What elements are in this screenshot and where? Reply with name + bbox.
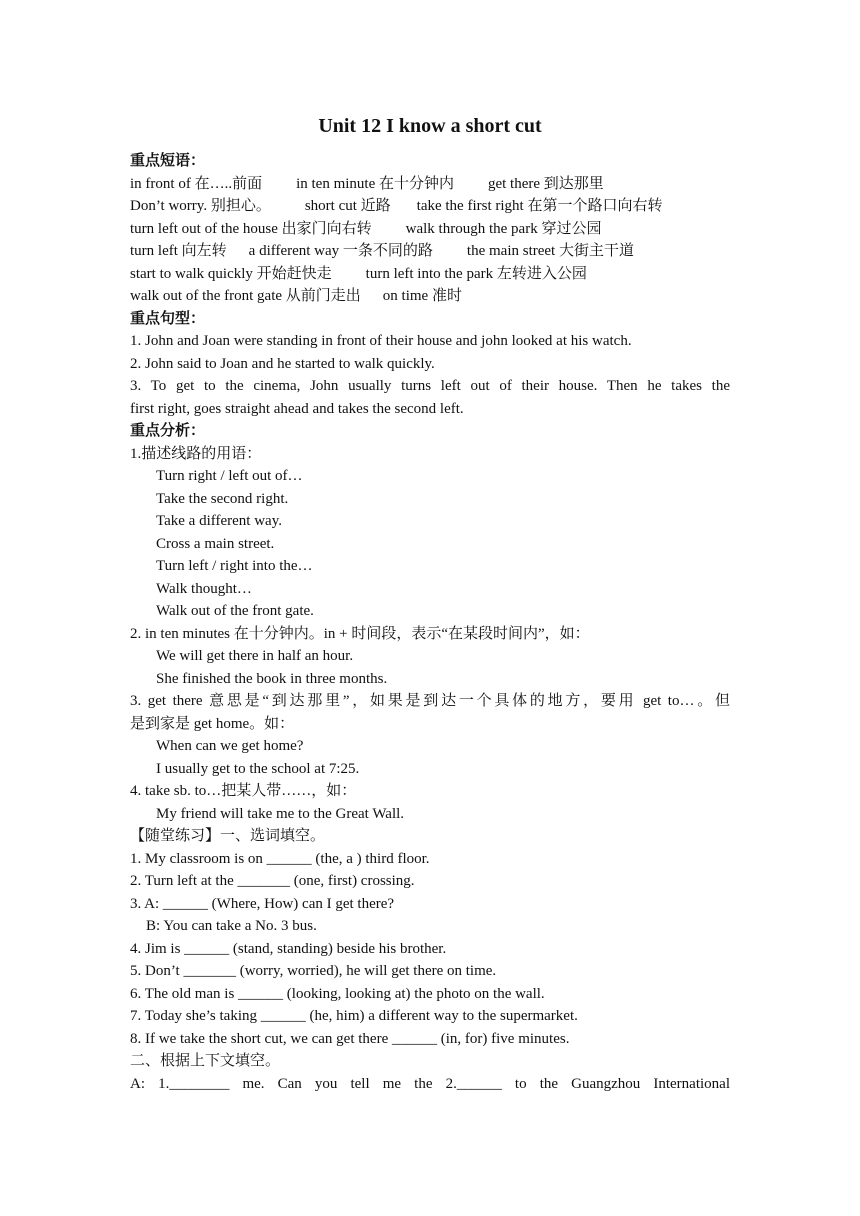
- example-line: Take the second right.: [156, 490, 289, 507]
- example-line: Walk out of the front gate.: [156, 603, 314, 619]
- exercise-item: 7. Today she’s taking ______ (he, him) a different way to the supermarket.: [130, 1008, 578, 1024]
- exercise-item: 2. Turn left at the _______ (one, first) crossing.: [130, 873, 415, 889]
- phrase: in front of 在…..前面: [130, 175, 263, 192]
- phrase: turn left 向左转: [130, 243, 227, 259]
- phrase: short cut 近路: [304, 198, 391, 214]
- example-line: Turn left / right into the…: [156, 558, 313, 574]
- exercise-item: 3. A: ______ (Where, How) can I get there?: [130, 895, 395, 912]
- phrase: turn left into the park 左转进入公园: [365, 265, 587, 282]
- sentences-heading: 重点句型：: [130, 310, 206, 327]
- sentence: first right, goes straight ahead and takes the second left.: [130, 400, 464, 417]
- analysis-point: 4. take sb. to…把某人带……，如：: [130, 783, 357, 799]
- exercise-item: 4. Jim is ______ (stand, standing) beside his brother.: [130, 940, 447, 957]
- phrase-row: [130, 195, 730, 218]
- exercise-item: 5. Don’t _______ (worry, worried), he will get there on time.: [130, 963, 497, 979]
- sentence: 1. John and Joan were standing in front of their house and john looked at his watch.: [130, 333, 632, 349]
- page-title: Unit 12 I know a short cut: [318, 115, 542, 137]
- analysis-point: 3. get there 意思是“到达那里”，如果是到达一个具体的地方，要用 get to…。但: [130, 693, 730, 709]
- example-line: I usually get to the school at 7:25.: [156, 760, 360, 777]
- sentence: 3. To get to the cinema, John usually turns left out of their house. Then he takes the: [130, 378, 730, 394]
- phrase-row: [130, 240, 730, 263]
- phrase-row: [130, 218, 730, 241]
- analysis-point: 是到家是 get home。如：: [130, 715, 295, 732]
- phrase: take the first right 在第一个路口向右转: [416, 198, 663, 214]
- phrase: on time 准时: [382, 288, 462, 304]
- exercise-part2-heading: 二、根据上下文填空。: [130, 1053, 281, 1069]
- exercise-item: A: 1.________ me. Can you tell me the 2.______ to the Guangzhou International: [130, 1075, 730, 1092]
- exercise-item: 8. If we take the short cut, we can get there ______ (in, for) five minutes.: [130, 1030, 570, 1047]
- phrase-row: [130, 173, 730, 196]
- exercise-heading: 【随堂练习】一、选词填空。: [130, 828, 326, 844]
- exercise-item: B: You can take a No. 3 bus.: [146, 918, 317, 934]
- analysis-heading: 重点分析：: [130, 423, 206, 439]
- exercise-item: 6. The old man is ______ (looking, looking at) the photo on the wall.: [130, 985, 545, 1002]
- exercise-item: 1. My classroom is on ______ (the, a ) third floor.: [130, 850, 430, 867]
- example-line: Turn right / left out of…: [156, 468, 303, 484]
- phrases-heading: 重点短语：: [130, 153, 206, 169]
- phrase: walk out of the front gate 从前门走出: [130, 288, 361, 304]
- phrase: start to walk quickly 开始赶快走: [130, 265, 332, 282]
- example-line: Walk thought…: [156, 580, 252, 597]
- example-line: We will get there in half an hour.: [156, 648, 354, 664]
- document-page: [130, 112, 730, 1095]
- phrase: in ten minute 在十分钟内: [296, 175, 454, 192]
- example-line: She finished the book in three months.: [156, 670, 388, 687]
- phrase: turn left out of the house 出家门向右转: [130, 220, 372, 237]
- phrase-row: [130, 263, 730, 286]
- phrase: walk through the park 穿过公园: [405, 220, 602, 237]
- example-line: Cross a main street.: [156, 535, 275, 552]
- example-line: My friend will take me to the Great Wall.: [156, 805, 405, 822]
- phrase: Don’t worry. 别担心。: [130, 198, 271, 214]
- sentence: 2. John said to Joan and he started to walk quickly.: [130, 355, 435, 372]
- phrase-row: [130, 285, 730, 308]
- example-line: When can we get home?: [156, 738, 304, 754]
- example-line: Take a different way.: [156, 513, 282, 529]
- analysis-point: 1.描述线路的用语：: [130, 445, 262, 462]
- phrase: a different way 一条不同的路: [248, 243, 433, 259]
- analysis-point: 2. in ten minutes 在十分钟内。in + 时间段，表示“在某段时间内”，如：: [130, 625, 590, 642]
- phrase: the main street 大街主干道: [466, 243, 634, 259]
- phrase: get there 到达那里: [487, 175, 604, 192]
